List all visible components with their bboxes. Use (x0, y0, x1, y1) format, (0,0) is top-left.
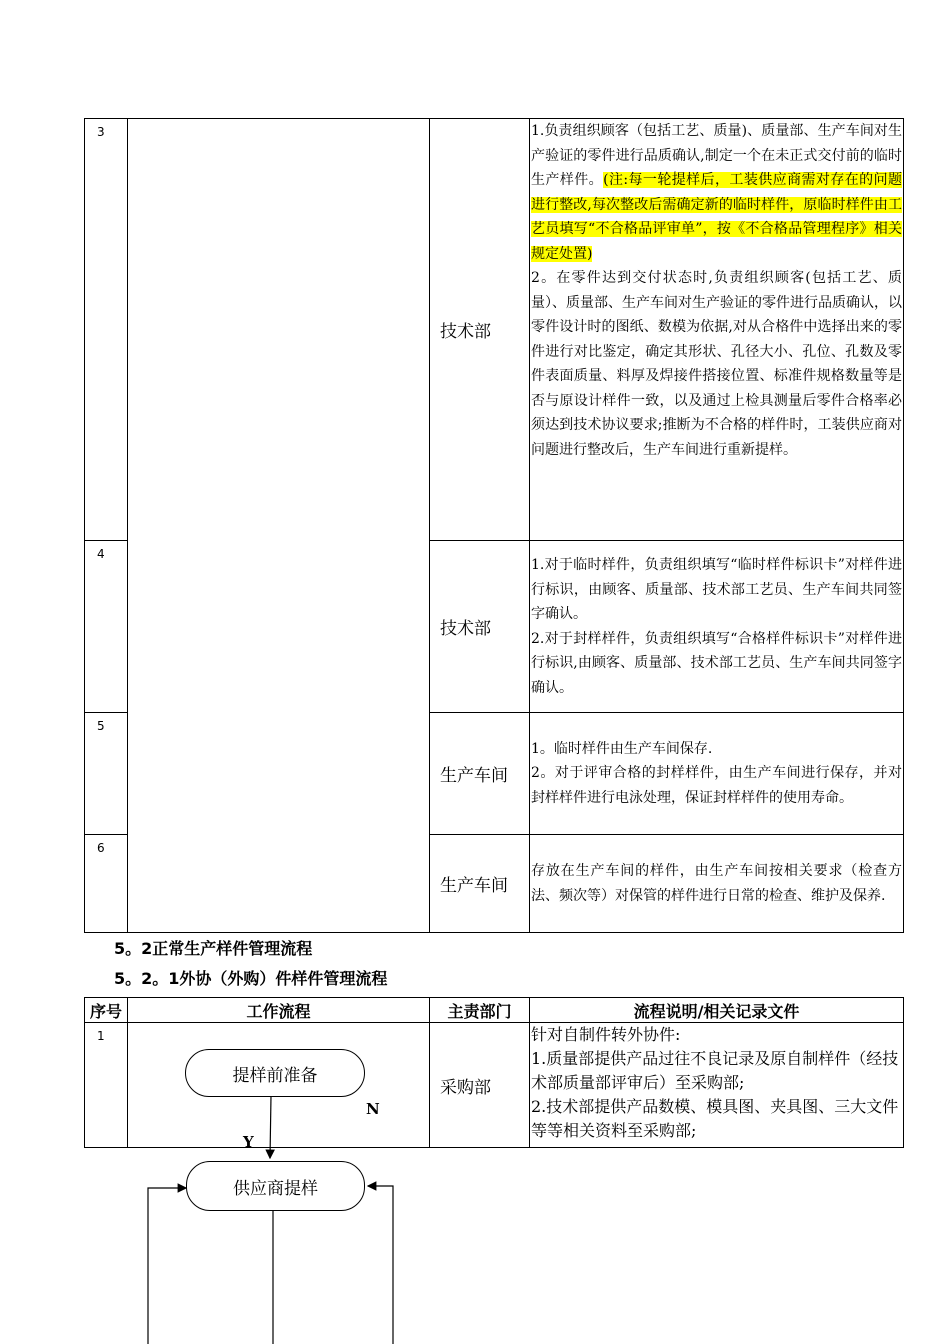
row-number: 4 (85, 541, 128, 713)
desc-text: 1.对于临时样件，负责组织填写“临时样件标识卡”对样件进行标识，由顾客、质量部、技术部工艺员、生产车间共同签字确认。 (531, 557, 902, 622)
workflow-cell (128, 119, 430, 933)
department: 技术部 (430, 541, 530, 713)
flow-box-prepare: 提样前准备 (185, 1049, 365, 1097)
subsection-heading: 5。2。1外协（外购）件样件管理流程 (114, 969, 388, 988)
description (530, 835, 904, 933)
section-heading: 5。2正常生产样件管理流程 (114, 939, 313, 958)
desc-text: 2.对于封样样件，负责组织填写“合格样件标识卡”对样件进行标识,由顾客、质量部、技术部工艺员、生产车间共同签字确认。 (531, 630, 902, 696)
desc-text: 1。临时样件由生产车间保存. (531, 740, 713, 757)
desc-line: 1.质量部提供产品过往不良记录及原自制样件（经技术部质量部评审后）至采购部; (531, 1049, 899, 1092)
row-number: 5 (85, 713, 128, 835)
row-number: 3 (85, 119, 128, 541)
header-row (85, 998, 904, 1023)
department: 技术部 (430, 119, 530, 541)
department: 采购部 (430, 1023, 530, 1148)
desc-line: 2.技术部提供产品数模、模具图、夹具图、三大文件等等相关资料至采购部; (531, 1097, 899, 1140)
col-header-workflow: 工作流程 (128, 998, 430, 1023)
table-row (85, 119, 904, 541)
department: 生产车间 (430, 835, 530, 933)
flow-box-supplier-sample: 供应商提样 (186, 1161, 365, 1211)
description (530, 1023, 904, 1148)
desc-text: 2。在零件达到交付状态时,负责组织顾客(包括工艺、质量）、质量部、生产车间对生产验证的零件进行品质确认，以零件设计时的图纸、数模为依据,对从合格件中选择出来的零件进行对比鉴定，确定其形状、孔径大小、孔位、孔数及零件表面质量、料厚及焊接件搭接位置、标准件规格数量等是否与原设计样件一致，以及通过上检具测量后零件合格率必须达到技术协议要求;推断为不合格的样件时，工装供应商对问题进行整改后，生产车间进行重新提样。 (531, 270, 902, 458)
flow-label-no: N (366, 1100, 380, 1118)
desc-text: 存放在生产车间的样件，由生产车间按相关要求（检查方法、频次等）对保管的样件进行日常的检查、维护及保养. (531, 863, 902, 904)
desc-text: 1.负责组织顾客（包括工艺、质量)、质量部、生产车间对生产验证的零件进行品质确认,制定一个在未正式交付前的临时生产样件。 (531, 123, 902, 188)
department: 生产车间 (430, 713, 530, 835)
description (530, 119, 904, 541)
row-number: 6 (85, 835, 128, 933)
description (530, 713, 904, 835)
connector-loop-right (368, 1186, 393, 1344)
connector-loop-left (148, 1188, 186, 1344)
sample-process-table-continued (84, 118, 904, 933)
row-number: 1 (85, 1023, 128, 1148)
col-header-description: 流程说明/相关记录文件 (530, 998, 904, 1023)
col-header-number: 序号 (85, 998, 128, 1023)
highlighted-note: (注:每一轮提样后，工装供应商需对存在的问题进行整改,每次整改后需确定新的临时样件，原临时样件由工艺员填写“不合格品评审单”，按《不合格品管理程序》相关规定处置) (531, 172, 903, 262)
col-header-department: 主责部门 (430, 998, 530, 1023)
flow-label-yes: Y (243, 1133, 254, 1151)
desc-text: 2。对于评审合格的封样样件，由生产车间进行保存，并对封样样件进行电泳处理，保证封样样件的使用寿命。 (531, 765, 902, 806)
description (530, 541, 904, 713)
desc-line: 针对自制件转外协件: (531, 1025, 681, 1044)
